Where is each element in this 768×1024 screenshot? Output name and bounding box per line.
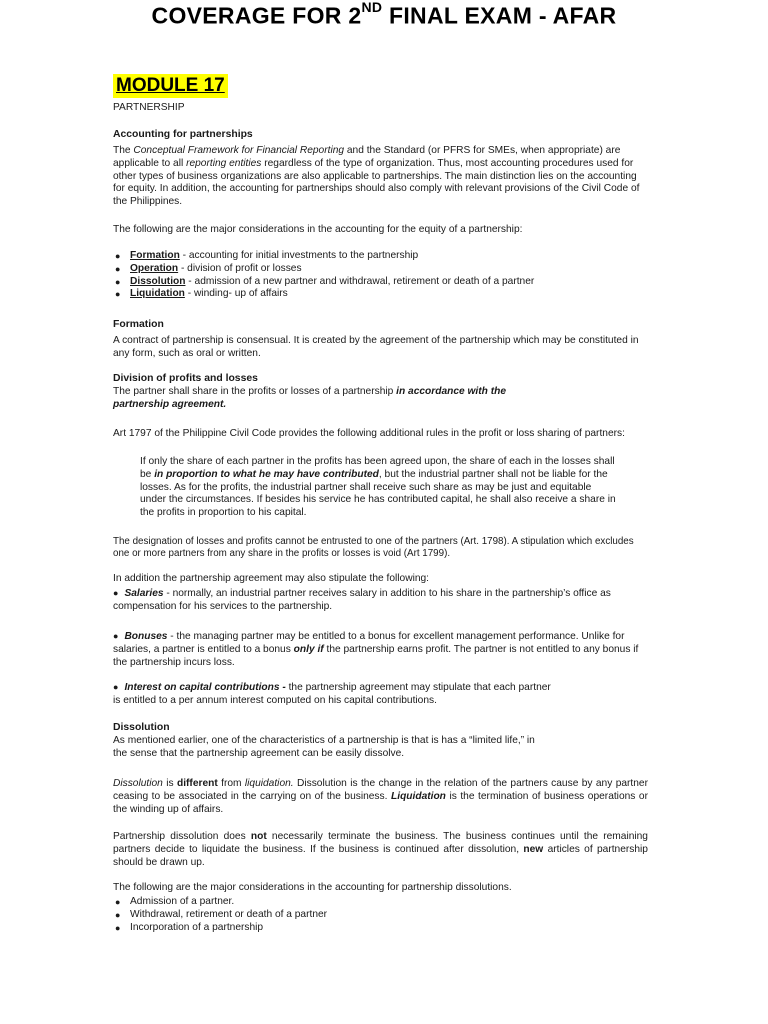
list-desc: - division of profit or losses xyxy=(178,262,302,274)
title-text-end: FINAL EXAM - AFAR xyxy=(382,2,617,29)
list-term: Bonuses xyxy=(124,631,168,642)
dissolution-list xyxy=(113,896,648,934)
dissolution-intro xyxy=(113,735,648,761)
list-term: Formation xyxy=(130,250,180,261)
text-run: regardless of the type of organization. Thus, most accounting procedures used for other types of business organizations are also applicable to partnerships. The main distinction lies on the accounting for equity. In addition, the accounting for partnerships should also comply with relevant provisions of the Civil Code of the Philippines. xyxy=(113,157,640,208)
italic-run: reporting entities xyxy=(186,157,262,169)
accounting-heading: Accounting for partnerships xyxy=(113,129,253,140)
list-item xyxy=(113,922,648,935)
text-run: The partner shall share in the profits or losses of a partnership xyxy=(113,386,394,397)
list-desc: the partnership agreement may stipulate that each partner xyxy=(285,682,551,693)
subject-heading: PARTNERSHIP xyxy=(113,102,185,113)
division-heading: Division of profits and losses xyxy=(113,373,258,384)
text-run: - the managing partner may be entitled to a bonus for excellent management performance. Unlike for salaries, a partner is entitled to a bonus xyxy=(113,631,625,655)
italic-run: Dissolution xyxy=(113,778,163,789)
bold-run: not xyxy=(250,831,267,842)
list-term: Operation xyxy=(130,262,179,274)
list-desc: - winding- up of affairs xyxy=(184,288,288,300)
addition-text: In addition the partnership agreement may also stipulate the following: xyxy=(113,573,430,584)
list-text: Admission of a partner. xyxy=(130,896,235,907)
designation-text: The designation of losses and profits cannot be entrusted to one of the partners (Art. 1798). A stipulation which excludes one or more partners from any share in the profits or losses is void (Art 1799). xyxy=(113,536,634,560)
bold-italic-run: only if xyxy=(293,643,324,655)
list-item xyxy=(113,263,648,276)
list-desc-cont: is entitled to a per annum interest computed on his capital contributions. xyxy=(113,694,437,706)
accounting-paragraph xyxy=(113,145,648,209)
list-text: Incorporation of a partnership xyxy=(130,921,264,933)
equity-intro: The following are the major considerations in the accounting for the equity of a partnership: xyxy=(113,224,523,235)
bullet-icon: ● xyxy=(115,251,121,261)
dissolution-continuation xyxy=(113,831,648,869)
title-superscript: ND xyxy=(361,0,383,15)
text-run: , but the industrial partner shall not be liable for the losses. As for the profits, the industrial partner shall receive such share as may be just and equitable under the circumstances. If besides his service he has contributed capital, he shall also receive a share in the profits in proportion to his capital. xyxy=(140,468,616,519)
list-term: Liquidation xyxy=(130,288,185,300)
bullet-icon: ● xyxy=(115,922,121,933)
text-run: The xyxy=(113,145,131,156)
bold-italic-run: in proportion to what he may have contributed xyxy=(154,468,379,480)
text-run: and the Standard (or PFRS for SMEs, when appropriate) are applicable to all xyxy=(113,145,621,169)
bullet-icon: ● xyxy=(115,909,121,920)
bold-run: different xyxy=(176,778,218,789)
italic-run: Conceptual Framework for Financial Reporting xyxy=(133,145,345,156)
text-run: necessarily terminate the business. The business continues until the remaining partners decide to liquidate the business. If the business is continued after dissolution, xyxy=(113,831,648,855)
interest-item xyxy=(113,681,648,708)
bullet-icon: ● xyxy=(113,682,119,692)
list-item xyxy=(113,250,648,263)
text-run: articles of partnership should be drawn up. xyxy=(113,843,648,868)
dissolution-definition xyxy=(113,778,648,816)
bold-run: new xyxy=(523,843,544,855)
italic-run: liquidation. xyxy=(244,778,294,789)
text-run: from xyxy=(217,778,245,789)
module-heading: MODULE 17 xyxy=(113,74,228,98)
page-title xyxy=(0,2,768,30)
text-run: Dissolution is the change in the relation of the partners cause by any partner ceasing to be associated in the carrying on of the business. xyxy=(113,778,648,802)
list-item xyxy=(113,909,648,922)
bullet-icon: ● xyxy=(115,897,121,907)
bold-italic-run: in accordance with the partnership agreement. xyxy=(113,386,506,410)
list-item xyxy=(113,276,648,289)
dissolution-considerations-intro: The following are the major considerations in the accounting for partnership dissolutions. xyxy=(113,882,512,893)
formation-text: A contract of partnership is consensual. It is created by the agreement of the partnership which may be constituted in any form, such as oral or written. xyxy=(113,335,639,359)
list-term: Dissolution xyxy=(130,275,186,287)
division-text xyxy=(113,386,563,412)
text-run: Partnership dissolution does xyxy=(113,831,246,842)
list-term: Interest on capital contributions - xyxy=(124,682,286,693)
text-run: the sense that the partnership agreement can be easily dissolve. xyxy=(113,747,405,759)
list-item xyxy=(113,896,648,909)
list-desc: - admission of a new partner and withdrawal, retirement or death of a partner xyxy=(185,275,535,287)
bullet-icon: ● xyxy=(115,289,121,300)
bullet-icon: ● xyxy=(113,588,119,598)
text-run: If only the share of each partner in the profits has been agreed upon, the share of each in the losses shall be xyxy=(140,456,615,480)
text-run: is xyxy=(162,778,177,789)
text-run: the partnership earns profit. The partner is not entitled to any bonus if the partnership incurs loss. xyxy=(113,643,639,668)
formation-heading: Formation xyxy=(113,319,164,330)
text-run: As mentioned earlier, one of the characteristics of a partnership is that is has a “limited life,” in xyxy=(113,735,535,746)
list-item xyxy=(113,288,648,301)
bullet-icon: ● xyxy=(115,276,121,287)
list-text: Withdrawal, retirement or death of a partner xyxy=(130,908,328,920)
list-desc: - normally, an industrial partner receives salary in addition to his share in the partnership’s office as compensation for his services to the partnership. xyxy=(113,588,611,612)
salaries-item xyxy=(113,587,648,614)
civil-code-quote xyxy=(140,456,620,520)
art-1797-text: Art 1797 of the Philippine Civil Code provides the following additional rules in the profit or loss sharing of partners: xyxy=(113,428,625,439)
list-desc: - accounting for initial investments to the partnership xyxy=(179,250,419,261)
bonuses-item xyxy=(113,630,648,669)
text-run: is the termination of business operations or the winding up of affairs. xyxy=(113,790,648,815)
dissolution-heading: Dissolution xyxy=(113,722,170,733)
equity-list xyxy=(113,250,648,301)
bullet-icon: ● xyxy=(113,631,119,641)
bold-italic-run: Liquidation xyxy=(391,790,446,802)
bullet-icon: ● xyxy=(115,263,121,274)
title-text: COVERAGE FOR 2 xyxy=(151,2,362,29)
list-term: Salaries xyxy=(124,588,164,599)
